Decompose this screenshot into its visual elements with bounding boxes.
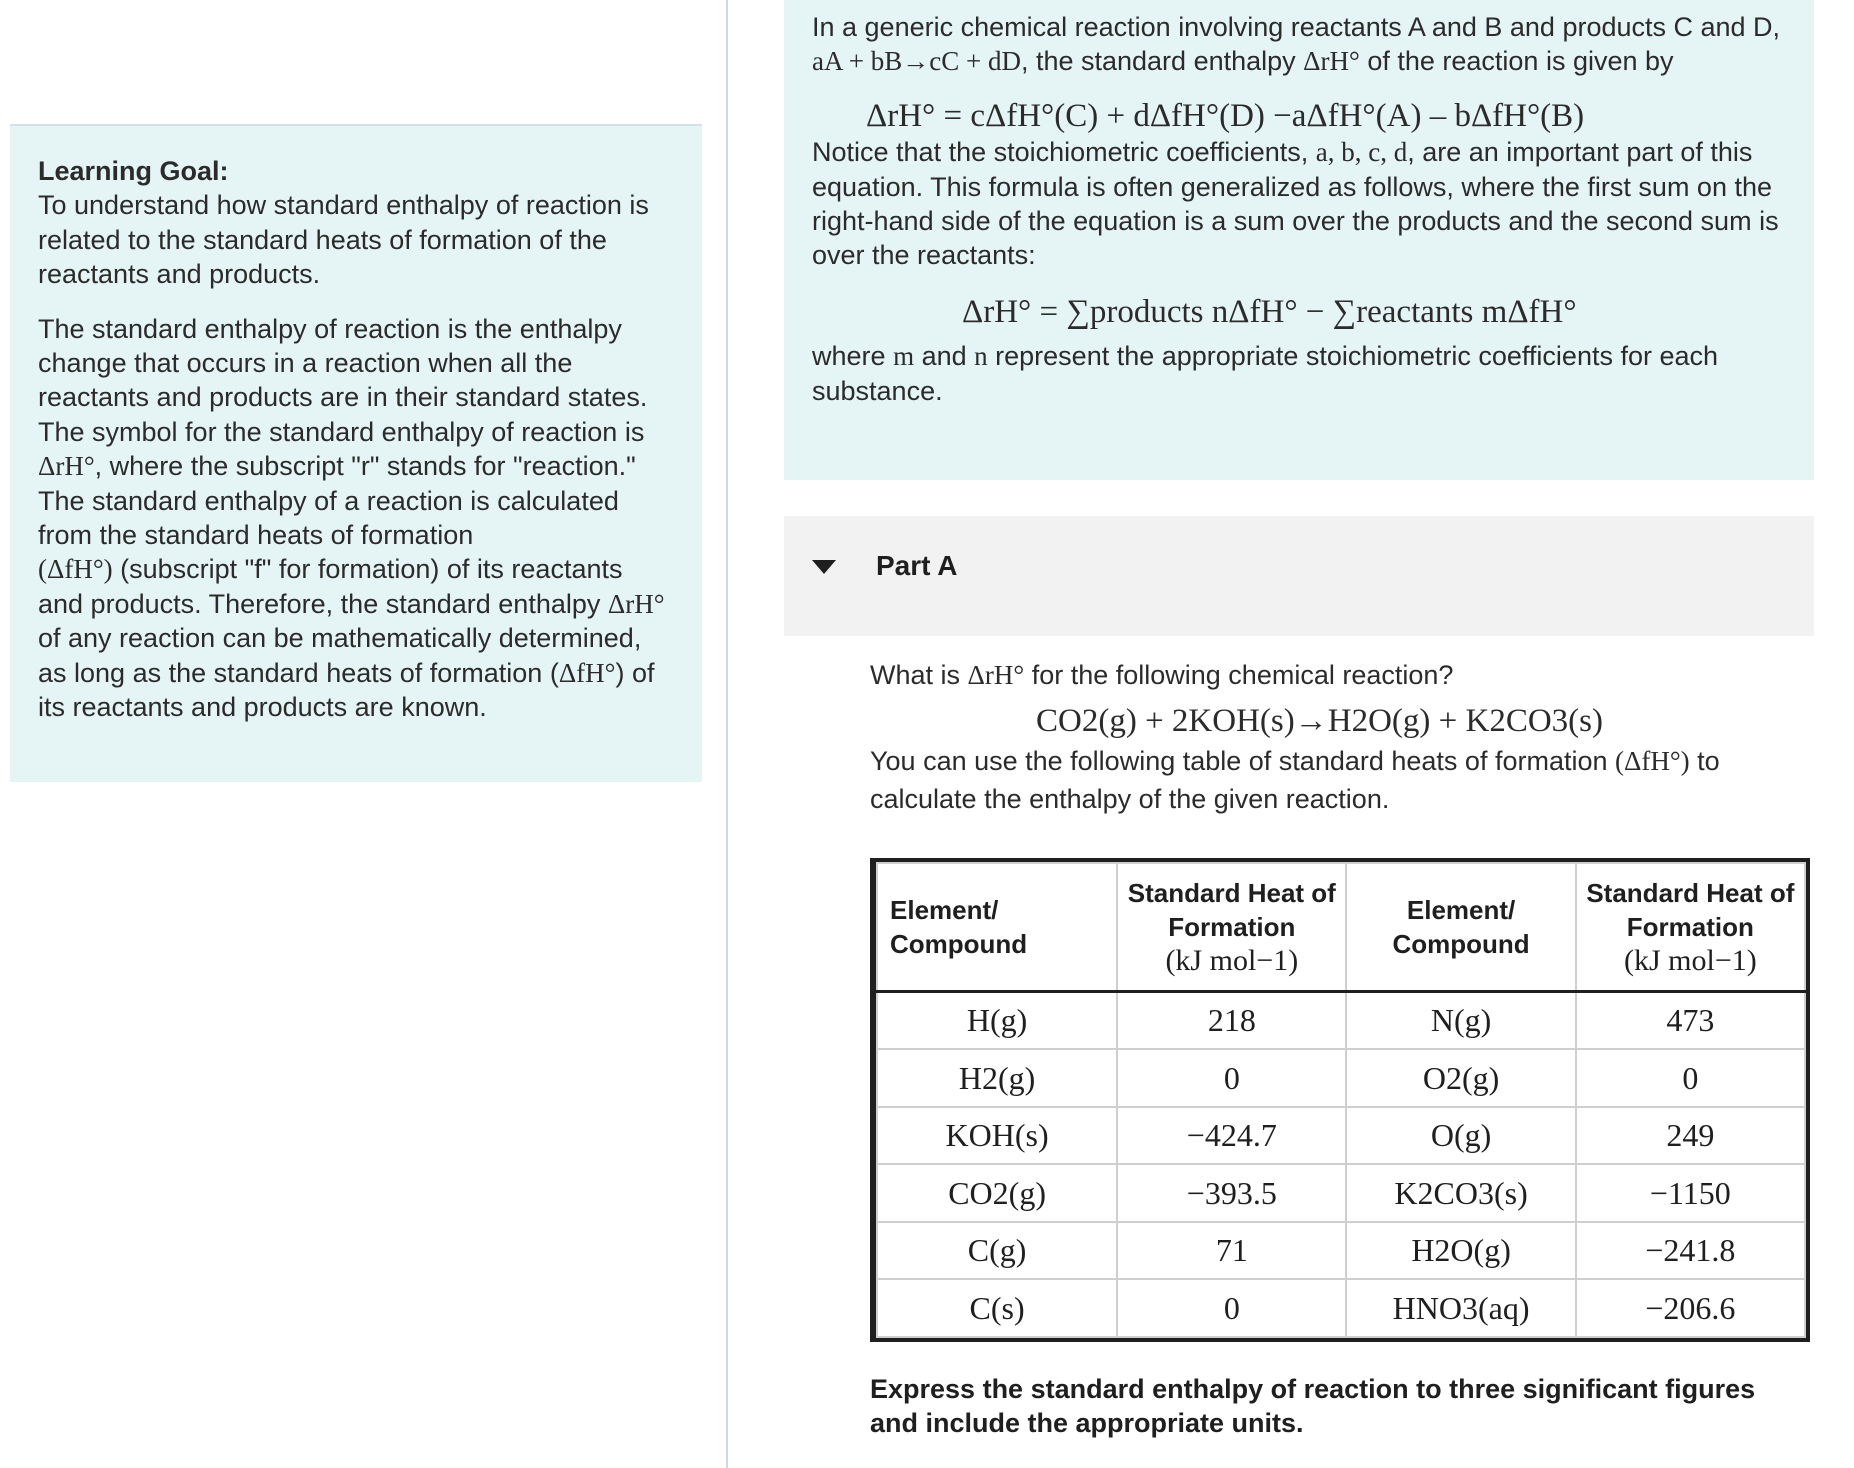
table-row [877,991,1805,1049]
compound-cell: O2(g) [1346,1049,1575,1107]
compound-cell: H2O(g) [1346,1222,1575,1280]
panel-divider [726,0,728,1468]
header-heat-2-label: Standard Heat of Formation [1586,877,1795,942]
compound-cell: C(g) [877,1222,1117,1280]
value-cell: −206.6 [1576,1279,1805,1337]
compound-cell: K2CO3(s) [1346,1164,1575,1222]
compound-cell: O(g) [1346,1107,1575,1165]
value-cell: 473 [1576,991,1805,1049]
header-unit-2: (kJ mol−1) [1623,943,1757,977]
intro-text-3: of the reaction is given by [1359,46,1674,77]
value-cell: 249 [1576,1107,1805,1165]
value-cell: 0 [1117,1049,1346,1107]
table-note-text-2: to calculate the enthalpy of the given reaction. [870,746,1720,814]
intro-text-2: , the standard enthalpy [1020,46,1296,77]
table-header-row [877,863,1805,991]
value-cell: 71 [1117,1222,1346,1280]
question-reaction: CO2(g) + 2KOH(s)→H2O(g) + K2CO3(s) [1036,703,1603,739]
symbol-delta-f-h: (ΔfH°) [38,554,113,585]
header-element-1: Element/ Compound [877,863,1117,991]
table-row [877,1279,1805,1337]
intro-text-4: Notice that the stoichiometric coefficients, [812,137,1309,168]
question-prompt [870,656,1820,694]
compound-cell: H2(g) [877,1049,1117,1107]
table-row [877,1107,1805,1165]
question-text-2: for the following chemical reaction? [1024,660,1454,690]
enthalpy-equation: ΔrH° = cΔfH°(C) + dΔfH°(D) −aΔfH°(A) – bΔfH°(B) [866,97,1585,134]
learning-goal-text: To understand how standard enthalpy of reaction is related to the standard heats of formation of the reactants and products. [38,190,649,290]
question-block [870,656,1820,818]
body-text-1: The standard enthalpy of reaction is the enthalpy change that occurs in a reaction when all the reactants and products are in their standard states. The symbol for the standard enthalpy of reaction is [38,313,648,447]
variable-n: n [974,341,988,372]
table-row [877,1049,1805,1107]
learning-goal-title: Learning Goal: [38,156,229,186]
compound-cell: CO2(g) [877,1164,1117,1222]
intro-text-7: and [914,341,975,372]
compound-cell: N(g) [1346,991,1575,1049]
part-a-title: Part A [876,550,958,581]
symbol-delta-f-h-2: ΔfH° [558,657,616,688]
compound-cell: H(g) [877,991,1117,1049]
compound-cell: C(s) [877,1279,1117,1337]
intro-text-6: where [812,341,886,372]
learning-goal-panel [10,124,702,782]
question-text-1: What is [870,660,961,690]
value-cell: 0 [1576,1049,1805,1107]
table-note-text-1: You can use the following table of standard heats of formation [870,746,1608,776]
coefficients: a, b, c, d [1315,137,1408,168]
intro-text-5: , are an important part of this equation. This formula is often generalized as follows, where the first sum on the right-hand side of the equation is a sum over the products and the second sum is over the reactants: [812,137,1779,271]
generalized-equation: ΔrH° = ∑products nΔfH° − ∑reactants mΔfH° [962,293,1577,330]
value-cell: −241.8 [1576,1222,1805,1280]
body-text-3: (subscript "f" for formation) of its reactants and products. Therefore, the standard enthalpy [38,554,623,619]
learning-goal-body [38,312,674,725]
body-text-5: ) of its reactants and products are known. [38,657,655,723]
generic-reaction: aA + bB→cC + dD [812,46,1021,77]
header-unit-1: (kJ mol−1) [1165,943,1299,977]
header-heat-2 [1576,863,1805,991]
symbol-delta-r-h-4: ΔrH° [967,660,1025,690]
symbol-delta-r-h-3: ΔrH° [1303,46,1360,77]
intro-paragraph-2 [812,135,1786,273]
answer-instructions [870,1372,1810,1440]
body-text-2: , where the subscript "r" stands for "reaction." The standard enthalpy of a reaction is calculated from the standard heats of formation [38,451,636,551]
body-text-4: of any reaction can be mathematically determined, as long as the standard heats of formation ( [38,623,642,688]
symbol-delta-f-h-3: (ΔfH°) [1615,746,1690,776]
heats-of-formation-table [870,858,1810,1342]
symbol-delta-r-h: ΔrH° [38,451,95,482]
compound-cell: HNO3(aq) [1346,1279,1575,1337]
intro-panel [784,0,1814,480]
intro-text-8: represent the appropriate stoichiometric coefficients for each substance. [812,341,1719,406]
symbol-delta-r-h-2: ΔrH° [607,588,665,619]
caret-down-icon[interactable] [812,560,836,574]
value-cell: −424.7 [1117,1107,1346,1165]
intro-paragraph-1 [812,10,1786,79]
table-row [877,1222,1805,1280]
intro-paragraph-3 [812,339,1786,408]
value-cell: −393.5 [1117,1164,1346,1222]
header-heat-1 [1117,863,1346,991]
compound-cell: KOH(s) [877,1107,1117,1165]
variable-m: m [893,341,915,372]
answer-instructions-text: Express the standard enthalpy of reaction to three significant figures and include the appropriate units. [870,1374,1756,1438]
value-cell: 0 [1117,1279,1346,1337]
table-note [870,742,1820,818]
part-a-header[interactable] [784,516,1814,636]
header-element-2: Element/ Compound [1346,863,1575,991]
table-row [877,1164,1805,1222]
header-heat-1-label: Standard Heat of Formation [1127,877,1336,942]
value-cell: 218 [1117,991,1346,1049]
value-cell: −1150 [1576,1164,1805,1222]
intro-text-1: In a generic chemical reaction involving reactants A and B and products C and D, [812,12,1781,42]
